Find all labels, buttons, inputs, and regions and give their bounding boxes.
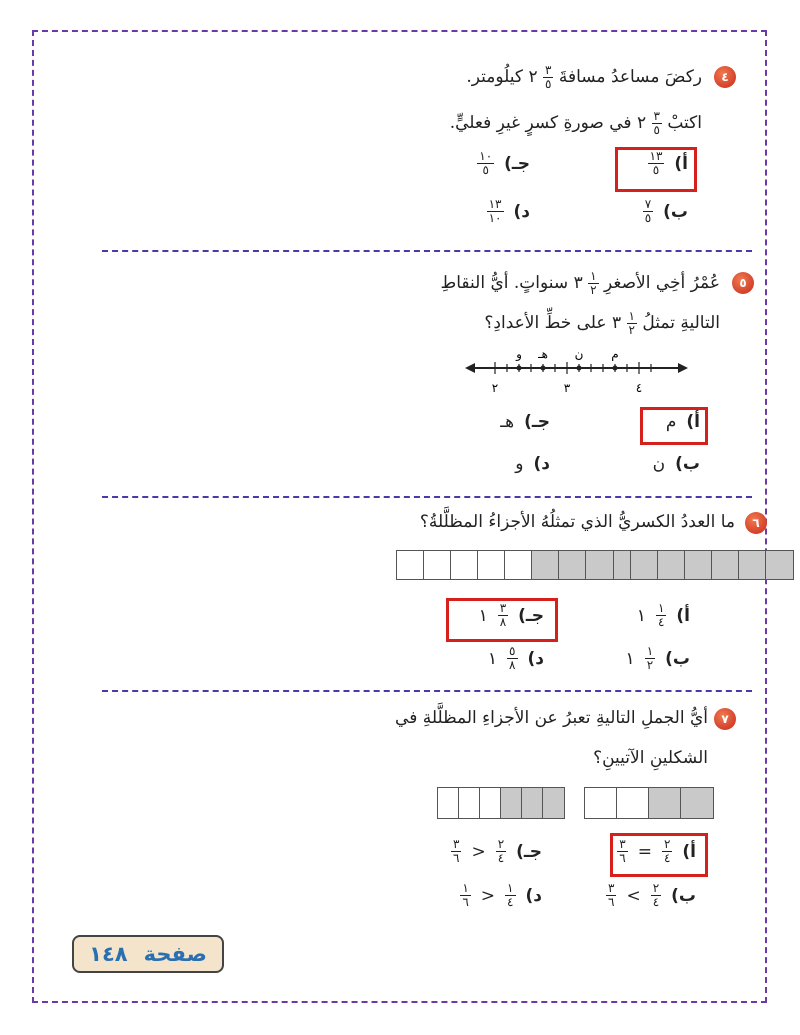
q5-option-a[interactable]: أ) م xyxy=(665,412,700,432)
axis-label: ٣ xyxy=(563,381,571,395)
q5-option-d[interactable]: د) و xyxy=(515,454,550,474)
q5-option-c[interactable]: جـ) هـ xyxy=(500,412,550,432)
q4-option-a[interactable]: أ) $\frac{١٣}{٥}$ xyxy=(649,149,688,177)
q6-bar-left xyxy=(396,550,614,580)
q6-option-c[interactable]: جـ) $\frac{٣}{٨}$ ١ xyxy=(478,601,544,629)
separator xyxy=(102,496,752,498)
q7-bar-right xyxy=(584,787,714,819)
separator xyxy=(102,250,752,252)
question-number-6: ٦ xyxy=(745,512,767,534)
page-number-badge xyxy=(72,935,224,973)
page-number: ١٤٨ xyxy=(89,942,128,966)
question-number-5: ٥ xyxy=(732,272,754,294)
question-number-4: ٤ xyxy=(714,66,736,88)
q4-option-c[interactable]: جـ) $\frac{١٠}{٥}$ xyxy=(479,149,530,177)
q6-option-d[interactable]: د) $\frac{٥}{٨}$ ١ xyxy=(487,644,544,672)
q4-line2: اكتبْ $\frac{٣}{٥}$ ٢ في صورةِ كسرٍ غيرِ فعليٍّ. xyxy=(449,109,702,137)
q7-option-b[interactable]: ب) $\frac{٢}{٤}$ > $\frac{٣}{٦}$ xyxy=(607,881,696,909)
q6-option-a[interactable]: أ) $\frac{١}{٤}$ ١ xyxy=(636,601,690,629)
point-label: ن xyxy=(574,350,584,361)
q4-fraction-1: $\frac{٣}{٥}$ xyxy=(544,63,552,91)
point-label: و xyxy=(516,350,522,361)
q7-option-d[interactable]: د) $\frac{١}{٤}$ < $\frac{١}{٦}$ xyxy=(462,881,542,909)
q7-bar-left xyxy=(437,787,565,819)
separator xyxy=(102,690,752,692)
point-label: هـ xyxy=(538,350,548,361)
point-label: م xyxy=(611,350,619,361)
q4-fraction-2: $\frac{٣}{٥}$ xyxy=(653,109,660,137)
q5-line2: التاليةِ تمثلُ $\frac{١}{٢}$ ٣ على خطِّ الأعدادِ؟ xyxy=(484,309,720,337)
axis-label: ٤ xyxy=(635,381,643,395)
page-word: صفحة xyxy=(143,942,207,966)
q6-question-text: ما العددُ الكسريُّ الذي تمثلُهُ الأجزاءُ المظلَّلةُ؟ xyxy=(419,512,735,532)
q4-option-b[interactable]: ب) $\frac{٧}{٥}$ xyxy=(644,197,688,225)
q7-option-a[interactable]: أ) $\frac{٢}{٤}$ = $\frac{٣}{٦}$ xyxy=(619,837,696,865)
axis-label: ٢ xyxy=(491,381,499,395)
q6-option-b[interactable]: ب) $\frac{١}{٢}$ ١ xyxy=(625,644,690,672)
q5-option-b[interactable]: ب) ن xyxy=(652,454,700,474)
question-number-7: ٧ xyxy=(714,708,736,730)
number-line xyxy=(465,350,690,400)
q4-line1: ركضَ مساعدُ مسافةَ $\frac{٣}{٥}$ ٢ كيلُومتر. xyxy=(466,63,702,91)
q7-line2: الشكلينِ الآتيينِ؟ xyxy=(593,748,708,768)
q5-line1: عُمْرُ أخِي الأصغرِ $\frac{١}{٢}$ ٣ سنواتٍ. أيُّ النقاطِ xyxy=(440,269,720,297)
q4-option-d[interactable]: د) $\frac{١٣}{١٠}$ xyxy=(488,197,530,225)
q7-line1: أيُّ الجملِ التاليةِ تعبرُ عن الأجزاءِ المظلَّلةِ في xyxy=(395,708,708,728)
q7-option-c[interactable]: جـ) $\frac{٢}{٤}$ < $\frac{٣}{٦}$ xyxy=(453,837,542,865)
